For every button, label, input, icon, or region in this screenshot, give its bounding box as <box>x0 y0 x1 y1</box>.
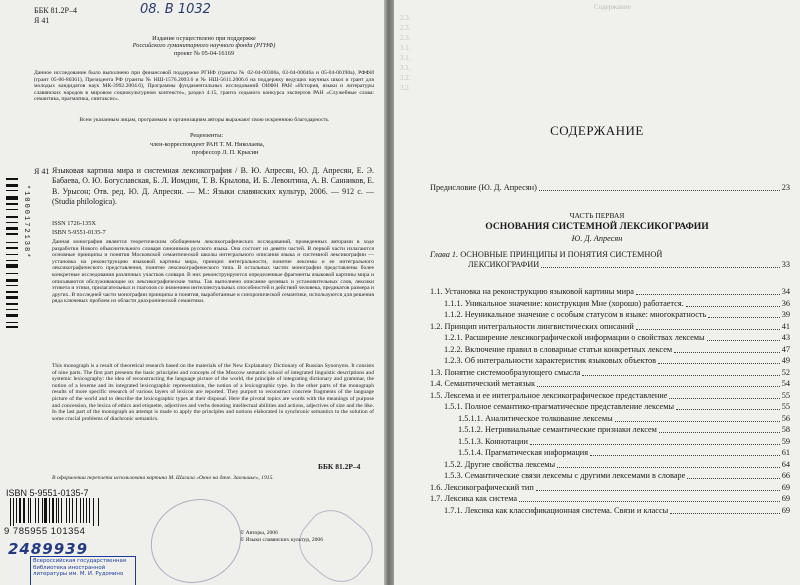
toc-label: 1.4. Семантический метаязык <box>430 379 535 388</box>
toc-entry[interactable] <box>430 483 790 493</box>
issn: ISSN 1726-135X <box>52 220 96 227</box>
toc-leader <box>530 444 780 445</box>
ean-bar <box>52 498 54 523</box>
copyright-authors: © Авторы, 2006 <box>240 530 278 536</box>
toc-page: 55 <box>781 402 790 411</box>
ean-bar <box>30 498 31 523</box>
barcode-bar <box>6 303 18 305</box>
toc-leader <box>539 190 780 191</box>
ean-bar <box>66 498 67 523</box>
funding-text: Данное исследование было выполнено при финансовой поддержке РГНФ (гранты № 02-04-00306а, 03-04-00046а и 05-04-00190а), РФФИ (грант 05-06-80361), Президента РФ (гранты № НШ-1576.2003.6 и № НШ-5611.2006.6 на поддержку ведущих научных школ и грант для молодых кандидатов наук МК-3992.2004.6), Программы фундаментальных исследований ОИФН РАН «История, языки и литературы славянских народов в мировом социокультурном контексте», раздел 4.15, гранта седьмого конкурса экспертов РАН «Служебные слова: семантика, прагматика, синтаксис». <box>34 70 374 103</box>
ink-scribble <box>288 499 383 585</box>
toc-page: 52 <box>781 367 790 377</box>
toc-entry[interactable] <box>444 333 790 343</box>
toc-page: 69 <box>781 482 790 492</box>
toc-label: 1.1.1. Уникальное значение: конструкция Мне (хорошо) работается. <box>444 298 684 308</box>
toc-label: 1.5.1.1. Аналитическое толкование лексемы <box>458 413 613 423</box>
toc-label: 1.5.1.2. Нетривиальные семантические признаки лексем <box>458 425 657 434</box>
barcode-bar <box>6 285 18 286</box>
toc-leader <box>658 363 780 364</box>
barcode-bar <box>6 314 18 317</box>
toc-page: 66 <box>781 471 790 480</box>
barcode-bar <box>6 233 18 235</box>
ean-bar <box>42 498 43 523</box>
barcode-bar <box>6 216 18 218</box>
left-page <box>0 0 384 585</box>
toc-page: 59 <box>781 436 790 446</box>
chapter-title <box>430 250 662 260</box>
toc-leader <box>590 455 780 456</box>
ean-bar <box>83 498 85 523</box>
toc-leader <box>536 490 780 491</box>
toc-page: 33 <box>781 260 790 269</box>
part-author: Ю. Д. Апресян <box>571 234 623 243</box>
toc-page: 69 <box>781 505 790 515</box>
toc-leader <box>615 421 780 422</box>
toc-page: 64 <box>781 459 790 469</box>
ean-bar <box>28 498 29 523</box>
toc-page: 49 <box>781 356 790 365</box>
barcode-bar <box>6 264 18 268</box>
toc-entry[interactable] <box>458 425 790 435</box>
toc-entry-chapter[interactable] <box>468 260 790 270</box>
bleed-through-number: 2.3. <box>400 24 411 32</box>
toc-label: 1.2.2. Включение правил в словарные статьи конкретных лексем <box>444 344 673 354</box>
barcode-bar <box>6 273 18 274</box>
toc-page: 55 <box>781 390 790 400</box>
library-stamp: Всероссийская государственная библиотека иностранной литературы им. М. И. Рудомино <box>30 556 136 585</box>
toc-page: 69 <box>781 494 790 503</box>
toc-leader <box>557 467 780 468</box>
index-code: Я 41 <box>34 16 50 25</box>
barcode-bar <box>6 222 18 223</box>
barcode-digits: 9 785955 101354 <box>4 526 86 537</box>
support-line: Российского гуманитарного научного фонда (РГНФ) <box>132 42 276 50</box>
isbn-barcode-label: ISBN 5-9551-0135-7 <box>6 488 89 498</box>
reviewer-2: профессор Л. П. Крысин <box>192 149 259 156</box>
ean-bar <box>80 498 81 523</box>
toc-label: 1.6. Лексикографический тип <box>430 482 534 492</box>
ean-bar <box>38 498 39 523</box>
ean-bar <box>98 498 99 526</box>
toc-leader <box>636 329 780 330</box>
abstract-russian: Данная монография является теоретическим обобщением лексикографических исследований, проведенных авторами в ходе разработки Нового объяснительного словаря синонимов русского языка. Она состоит из девяти частей. В первой части излагаются основные принципы и понятия Московской семантической школы интегрального описания языка и системной лексикографии — установка на реконструкцию языковой картины мира, принцип интегральности, понятие лексемы и ее интегрального лексикографического представления, понятие лексикографического типа. В остальных частях монографии представлены более конкретные исследования различных участков словаря. В них реконструируются определенные фрагменты языковой картины мира и описываются обслуживающие их лексикографические типы. Так выполнено описание целевых и установительных слов, лексики этикета и этики, прилагательных и глаголов со значением интеллектуальных способностей и действий человека, предикатов размера и других. В последней части монографии принципы и понятия, выработанные в синхронической семантике, используются для решения ряда ключевых проблем из области диахронической семантики. <box>52 239 374 305</box>
toc-leader <box>636 294 780 295</box>
toc-label: 1.2. Принцип интегральности лингвистических описаний <box>430 321 634 331</box>
barcode-bar <box>6 291 18 293</box>
toc-page: 36 <box>781 298 790 308</box>
bleed-through-number: 3.2. <box>400 84 411 92</box>
toc-entry[interactable] <box>444 506 790 516</box>
ean-bar <box>49 498 50 523</box>
toc-leader <box>670 513 779 514</box>
toc-entry[interactable] <box>458 437 790 447</box>
part-label: ЧАСТЬ ПЕРВАЯ <box>569 211 625 220</box>
cover-credit: В оформлении переплета использована картина М. Шагала «Окно на даче. Заольшье», 1915. <box>52 475 274 481</box>
toc-leader <box>686 306 780 307</box>
toc-label: 1.2.3. Об интегральности характеристик языковых объектов <box>444 356 657 365</box>
ean-bar <box>89 498 91 523</box>
toc-entry[interactable] <box>444 345 790 355</box>
right-page <box>394 0 800 585</box>
toc-page: 41 <box>781 321 790 331</box>
ink-scribble <box>137 484 255 585</box>
toc-leader <box>537 386 780 387</box>
support-line: проект № 05-04-16169 <box>174 49 234 57</box>
copyright-publisher: © Языки славянских культур, 2006 <box>240 537 324 543</box>
toc-label: 1.5.1. Полное семантико-прагматическое представление лексемы <box>444 402 675 411</box>
support-note <box>34 35 374 57</box>
ean-bar <box>72 498 73 523</box>
toc-label: 1.7.1. Лексика как классификационная система. Связи и классы <box>444 505 669 515</box>
toc-entry[interactable] <box>444 402 790 412</box>
toc-entry[interactable] <box>430 322 790 332</box>
barcode-bar <box>6 326 18 328</box>
side-barcode-digits: *1000172138* <box>22 185 30 260</box>
toc-label: 1.7. Лексика как система <box>430 494 518 503</box>
toc-label: 1.2.1. Расширение лексикографической информации о свойствах лексемы <box>444 333 705 342</box>
toc-entry[interactable] <box>430 368 790 378</box>
contents-title: СОДЕРЖАНИЕ <box>550 123 644 138</box>
toc-leader <box>687 478 779 479</box>
book-gutter <box>384 0 394 585</box>
barcode-bar <box>6 247 18 249</box>
toc-page: 54 <box>781 379 790 388</box>
barcode-bar <box>6 309 18 310</box>
toc-entry[interactable] <box>444 460 790 470</box>
stamp-number: 2489939 <box>8 540 89 558</box>
toc-label: 1.5. Лексема и ее интегральное лексикографическое представление <box>430 390 668 400</box>
toc-leader <box>669 398 779 399</box>
barcode-bar <box>6 184 18 187</box>
chapter-prefix: Глава 1. <box>430 250 459 259</box>
ean-bar <box>44 498 47 523</box>
bleed-through-number: 3.1. <box>400 64 411 72</box>
toc-entry[interactable] <box>458 414 790 424</box>
barcode-bar <box>6 227 18 230</box>
barcode-bar <box>6 242 18 243</box>
ean-bar <box>56 498 57 523</box>
reviewer-1: член-корреспондент РАН Т. М. Николаева, <box>150 141 265 148</box>
toc-label: 1.1.2. Неуникальное значение с особым статусом в языке: многократность <box>444 310 707 319</box>
toc-label: Предисловие (Ю. Д. Апресян) <box>430 183 537 192</box>
ean-bar <box>76 498 77 523</box>
bleed-through-number: 3.1. <box>400 44 411 52</box>
toc-entry[interactable] <box>444 471 790 481</box>
toc-page: 34 <box>781 287 790 296</box>
thanks-text: Всем указанным лицам, программам и организациям авторы выражают свою искреннюю благодарность <box>79 117 329 123</box>
abstract-english: This monograph is a result of theoretical research based on the materials of the New Explanatory Dictionary of Russian Synonyms. It consists of nine parts. The first part presents the basic principles and concepts of the Moscow semantic school of integrated linguistic descriptions and systemic lexicography: the idea of reconstructing the language picture of the world, the principle of integrating dictionary and grammar, the notion of a lexeme and its integrated lexicographic representation, the notion of a lexicographic type. In the other parts of the monograph results of more specific research of various layers of lexicon are reported. They purport to reconstruct concrete fragments of the language picture of the world and to describe the lexicographic types at their disposal. Here the pivotal topics are words with the meanings of purpose and concession, the lexica of ethics and etiquette, adjectives and verbs denoting intellectual abilities and actions, adjectives of size and the like. In the last part of the monograph an attempt is made to apply the principles and notions elaborated in synchronic semantics to the solution of some crucial problems of diachronic semantics. <box>52 363 374 422</box>
toc-entry[interactable] <box>430 287 790 297</box>
ean-bar <box>69 498 71 523</box>
barcode-bar <box>6 254 18 255</box>
part-title: ОСНОВАНИЯ СИСТЕМНОЙ ЛЕКСИКОГРАФИИ <box>485 221 709 232</box>
toc-page: 56 <box>781 413 790 423</box>
ean-bar <box>58 498 59 523</box>
support-line: Издание осуществлено при поддержке <box>152 35 256 42</box>
barcode-bar <box>6 209 18 210</box>
toc-page: 43 <box>781 333 790 342</box>
ean-bar <box>16 498 17 523</box>
toc-page: 61 <box>781 448 790 457</box>
ean-bar <box>23 498 25 523</box>
bbk-label: ББК 81.2Р–4 <box>34 6 77 15</box>
bbk-bottom: ББК 81.2Р–4 <box>318 462 361 471</box>
toc-label: 1.3. Понятие системообразующего смысла <box>430 367 581 377</box>
ean-bar <box>93 498 94 526</box>
toc-entry[interactable] <box>444 356 790 366</box>
reviewers-label: Рецензенты: <box>190 132 224 139</box>
chapter-title-line2: ЛЕКСИКОГРАФИИ <box>468 260 540 269</box>
barcode-bar <box>6 190 18 191</box>
toc-label: 1.5.2. Другие свойства лексемы <box>444 459 556 469</box>
ean-bar <box>13 498 14 526</box>
toc-entry-preface[interactable] <box>430 183 790 193</box>
chapter-title-line1: ОСНОВНЫЕ ПРИНЦИПЫ И ПОНЯТИЯ СИСТЕМНОЙ <box>460 250 663 259</box>
barcode-bar <box>6 203 18 205</box>
toc-label: 1.5.3. Семантические связи лексемы с другими лексемами в словаре <box>444 471 686 480</box>
toc-entry[interactable] <box>458 448 790 458</box>
barcode-bar <box>6 178 18 180</box>
bleed-through-number: 3.1. <box>400 54 411 62</box>
toc-entry[interactable] <box>430 494 790 504</box>
bleed-through-number: 3.2. <box>400 74 411 82</box>
toc-page: 58 <box>781 425 790 434</box>
ean-bar <box>19 498 22 523</box>
side-barcode <box>6 178 20 408</box>
toc-entry[interactable] <box>444 310 790 320</box>
toc-label: 1.5.1.3. Коннотации <box>458 436 528 446</box>
toc-leader <box>708 317 779 318</box>
running-header: Содержание <box>594 3 631 11</box>
isbn-barcode <box>10 498 102 526</box>
toc-leader <box>519 501 780 502</box>
handwritten-inventory-note: 08. В 1032 <box>140 2 211 17</box>
barcode-bar <box>6 322 18 323</box>
toc-label: 1.5.1.4. Прагматическая информация <box>458 448 589 457</box>
toc-leader <box>541 267 779 268</box>
ean-bar <box>35 498 37 523</box>
barcode-bar <box>6 260 18 261</box>
toc-leader <box>676 409 780 410</box>
isbn: ISBN 5-9551-0135-7 <box>52 229 106 236</box>
toc-leader <box>707 340 780 341</box>
bleed-through-number: 2.3. <box>400 34 411 42</box>
toc-leader <box>659 432 780 433</box>
barcode-bar <box>6 196 18 200</box>
toc-entry[interactable] <box>444 299 790 309</box>
catalog-description: Языковая картина мира и системная лексикография / В. Ю. Апресян, Ю. Д. Апресян, Е. Э. Бабаева, О. Ю. Богуславская, Б. Л. Иомдин, Т. В. Крылова, И. Б. Левонтина, А. В. Санников, Е. В. Урысон; Отв. ред. Ю. Д. Апресян. — М.: Языки славянских культур, 2006. — 912 с. — (Studia philologica). <box>52 166 374 207</box>
bleed-through-number: 2.3. <box>400 14 411 22</box>
toc-entry[interactable] <box>430 391 790 401</box>
ean-bar <box>61 498 63 523</box>
toc-page: 47 <box>781 344 790 354</box>
catalog-code: Я 41 <box>34 167 50 176</box>
toc-page: 39 <box>781 310 790 319</box>
ean-bar <box>10 498 11 526</box>
toc-leader <box>582 375 779 376</box>
barcode-bar <box>6 279 18 282</box>
toc-page: 23 <box>781 183 790 192</box>
toc-leader <box>674 352 780 353</box>
barcode-bar <box>6 296 18 299</box>
ean-bar <box>86 498 87 523</box>
toc-entry[interactable] <box>430 379 790 389</box>
toc-label: 1.1. Установка на реконструкцию языковой картины мира <box>430 287 634 296</box>
